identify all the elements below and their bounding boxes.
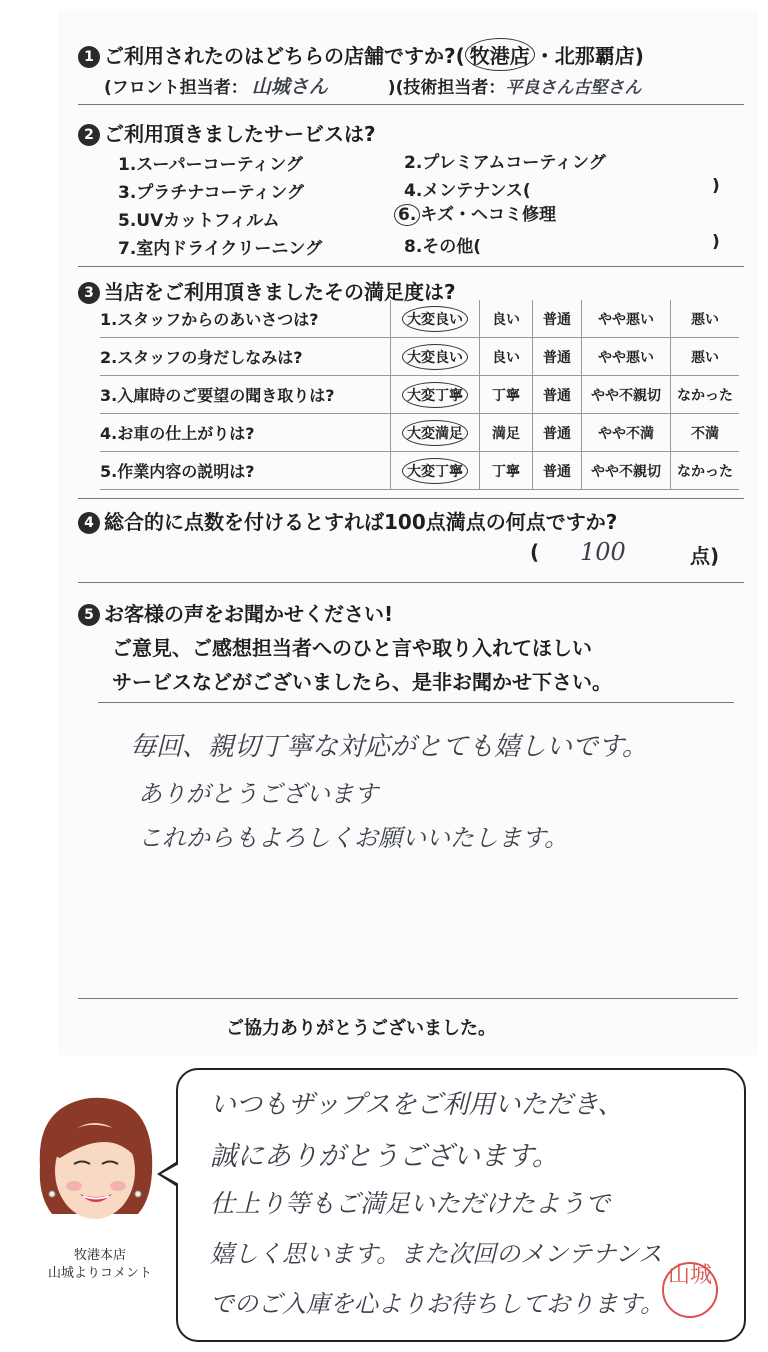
- q1-text: ご利用されたのはどちらの店舗ですか?(: [104, 44, 465, 68]
- selected-option: 大変良い: [402, 306, 468, 332]
- q1-staff-line: [104, 72, 641, 99]
- tech-label: )(技術担当者：: [387, 78, 506, 98]
- q2-text: ご利用頂きましたサービスは?: [104, 122, 376, 146]
- q4-text: 総合的に点数を付けるとすれば100点満点の何点ですか?: [104, 510, 618, 534]
- satisfaction-option: 普通: [533, 414, 582, 452]
- comment-line-1: いつもザップスをご利用いただき、: [210, 1090, 624, 1120]
- service-8-close: ): [712, 232, 720, 252]
- satisfaction-row: [100, 300, 739, 338]
- service-3: 3.プラチナコーティング: [118, 183, 304, 203]
- satisfaction-option: 普通: [533, 376, 582, 414]
- satisfaction-row: [100, 376, 739, 414]
- q4-number: 4: [78, 512, 100, 534]
- satisfaction-option-circled: [391, 452, 480, 490]
- q2-heading: [78, 118, 376, 147]
- divider-2: [78, 266, 744, 267]
- satisfaction-option: 普通: [533, 452, 582, 490]
- divider-5: [98, 702, 734, 703]
- staff-avatar: [30, 1086, 160, 1240]
- name-stamp: 山城: [662, 1262, 718, 1318]
- answer-line-2: ありがとうございます: [138, 780, 378, 808]
- comment-line-2: 誠にありがとうございます。: [210, 1141, 559, 1172]
- bubble-tail-inner: [161, 1164, 179, 1184]
- divider-6: [78, 998, 738, 999]
- satisfaction-option: なかった: [671, 452, 740, 490]
- answer-line-3: これからもよろしくお願いいたします。: [138, 824, 569, 852]
- satisfaction-question: 1.スタッフからのあいさつは?: [100, 300, 391, 338]
- service-4: 4.メンテナンス(: [404, 181, 531, 201]
- comment-line-4: 嬉しく思います。また次回のメンテナンス: [210, 1240, 663, 1268]
- satisfaction-option: やや不親切: [582, 452, 671, 490]
- divider-1: [78, 104, 744, 105]
- divider-4: [78, 582, 744, 583]
- satisfaction-option: やや不満: [582, 414, 671, 452]
- satisfaction-option: 満足: [480, 414, 533, 452]
- q3-number: 3: [78, 282, 100, 304]
- q1-store-circled: 牧港店: [465, 38, 535, 71]
- selected-option: 大変丁寧: [402, 458, 468, 484]
- q1-store-rest: ・北那覇店): [534, 44, 644, 68]
- satisfaction-option: 普通: [533, 300, 582, 338]
- tech-names: 平良さん古堅さん: [505, 78, 642, 98]
- q4-heading: [78, 506, 617, 535]
- service-1: 1.スーパーコーティング: [118, 155, 303, 175]
- service-2: 2.プレミアムコーティング: [404, 153, 606, 173]
- thanks-text: ご協力ありがとうございました。: [226, 1018, 496, 1039]
- satisfaction-question: 3.入庫時のご要望の聞き取りは?: [100, 376, 391, 414]
- satisfaction-option: やや悪い: [582, 338, 671, 376]
- satisfaction-option: 丁寧: [480, 376, 533, 414]
- q5-sub2: サービスなどがございましたら、是非お聞かせ下さい。: [112, 670, 612, 694]
- satisfaction-question: 2.スタッフの身だしなみは?: [100, 338, 391, 376]
- answer-line-1: 毎回、親切丁寧な対応がとても嬉しいです。: [130, 732, 648, 762]
- satisfaction-question: 4.お車の仕上がりは?: [100, 414, 391, 452]
- satisfaction-option: 不満: [671, 414, 740, 452]
- selected-option: 大変丁寧: [402, 382, 468, 408]
- service-5: 5.UVカットフィルム: [118, 211, 280, 231]
- satisfaction-option-circled: [391, 338, 480, 376]
- satisfaction-option: 悪い: [671, 300, 740, 338]
- staff-caption-1: 牧港本店: [73, 1248, 126, 1263]
- q4-open: (: [530, 540, 540, 564]
- q5-number: 5: [78, 604, 100, 626]
- divider-3: [78, 498, 744, 499]
- satisfaction-question: 5.作業内容の説明は?: [100, 452, 391, 490]
- satisfaction-option: なかった: [671, 376, 740, 414]
- q5-heading: [78, 598, 393, 627]
- q1-number: 1: [78, 46, 100, 68]
- satisfaction-table: [100, 300, 739, 490]
- service-8: 8.その他(: [404, 237, 482, 257]
- satisfaction-row: [100, 452, 739, 490]
- service-4-close: ): [712, 176, 720, 196]
- satisfaction-option: 丁寧: [480, 452, 533, 490]
- front-name: 山城さん: [251, 76, 328, 98]
- front-label: (フロント担当者：: [104, 78, 248, 98]
- q4-unit: 点): [690, 544, 720, 568]
- q1-heading: [78, 38, 644, 71]
- comment-line-5: でのご入庫を心よりお待ちしております。: [210, 1290, 665, 1318]
- staff-caption-2: 山城よりコメント: [47, 1266, 152, 1281]
- satisfaction-option-circled: [391, 414, 480, 452]
- satisfaction-option: やや悪い: [582, 300, 671, 338]
- selected-option: 大変満足: [402, 420, 468, 446]
- service-6: 6. キズ・ヘコミ修理: [394, 200, 556, 226]
- satisfaction-option: 良い: [480, 338, 533, 376]
- q5-sub1: ご意見、ご感想担当者へのひと言や取り入れてほしい: [112, 636, 592, 660]
- selected-option: 大変良い: [402, 344, 468, 370]
- satisfaction-option: 良い: [480, 300, 533, 338]
- comment-line-3: 仕上り等もご満足いただけたようで: [210, 1189, 611, 1218]
- satisfaction-option-circled: [391, 376, 480, 414]
- q3-text: 当店をご利用頂きましたその満足度は?: [104, 280, 456, 304]
- satisfaction-row: [100, 414, 739, 452]
- satisfaction-option: やや不親切: [582, 376, 671, 414]
- q4-score: 100: [580, 538, 626, 566]
- satisfaction-option: 悪い: [671, 338, 740, 376]
- service-7: 7.室内ドライクリーニング: [118, 239, 323, 259]
- q5-text: お客様の声をお聞かせください!: [104, 602, 394, 626]
- q2-number: 2: [78, 124, 100, 146]
- satisfaction-option-circled: [391, 300, 480, 338]
- satisfaction-option: 普通: [533, 338, 582, 376]
- satisfaction-row: [100, 338, 739, 376]
